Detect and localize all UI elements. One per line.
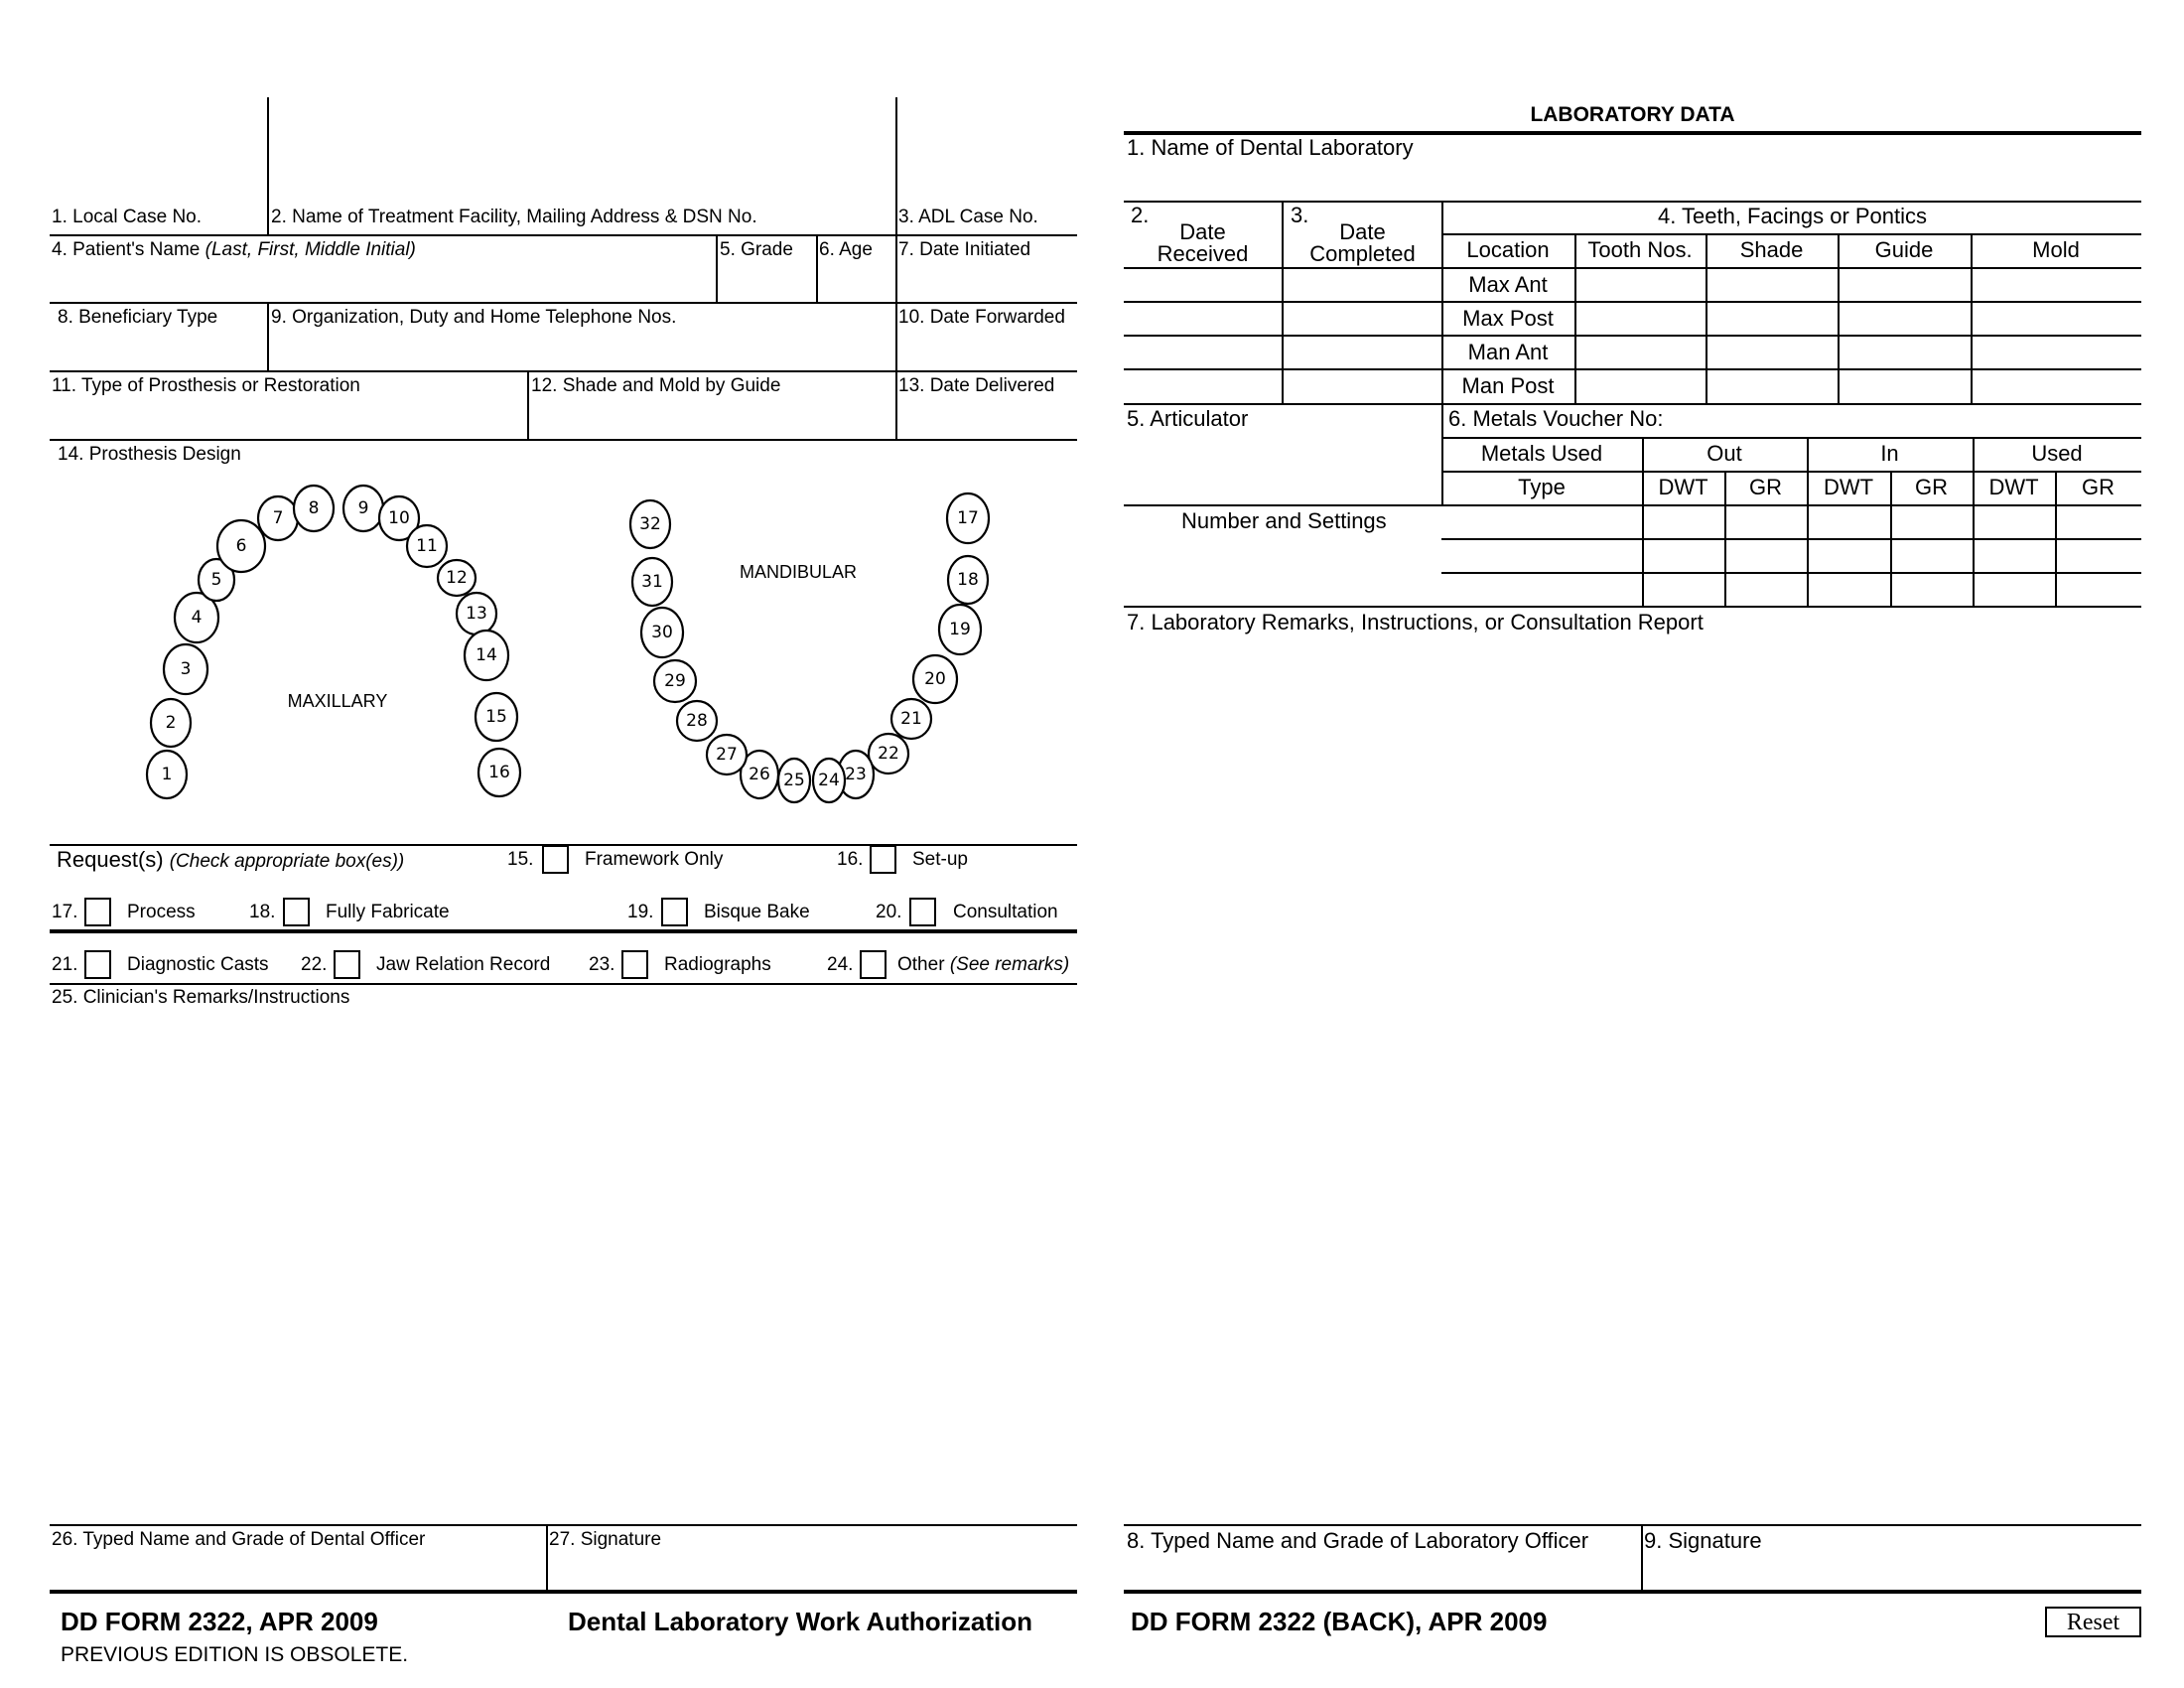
- age-label: 6. Age: [819, 239, 873, 260]
- rule: [1441, 233, 2141, 235]
- metals-data-cell[interactable]: [1443, 506, 1642, 538]
- jaw-relation-record-label: Jaw Relation Record: [376, 954, 551, 975]
- tooth-number: 29: [664, 671, 686, 691]
- radiographs-label: Radiographs: [664, 954, 771, 975]
- teeth-data-cell[interactable]: [1840, 337, 1971, 368]
- beneficiary-type-label: 8. Beneficiary Type: [58, 307, 218, 328]
- teeth-data-cell[interactable]: [1576, 269, 1706, 301]
- bisque-bake-label: Bisque Bake: [704, 902, 810, 922]
- organization-field[interactable]: [269, 330, 894, 369]
- metals-data-cell[interactable]: [1726, 574, 1807, 606]
- dental-chart: [0, 457, 1077, 834]
- date-completed-number: 3.: [1291, 203, 1309, 227]
- metals-data-cell[interactable]: [1809, 506, 1890, 538]
- tooth-number: 21: [900, 709, 922, 729]
- lab-officer-signature-field[interactable]: [1643, 1555, 2141, 1590]
- metals-data-cell[interactable]: [2057, 506, 2141, 538]
- date-received-cell[interactable]: [1124, 337, 1281, 368]
- age-field[interactable]: [818, 262, 894, 302]
- tooth-number: 7: [272, 508, 284, 528]
- articulator-field[interactable]: [1124, 433, 1439, 504]
- diagnostic-casts-label: Diagnostic Casts: [127, 954, 269, 975]
- metals-sub-header: GR: [1749, 475, 1782, 499]
- tooth-number: 17: [957, 508, 979, 528]
- tooth-number: 15: [485, 707, 507, 727]
- teeth-data-cell[interactable]: [1576, 370, 1706, 403]
- obsolete-notice: PREVIOUS EDITION IS OBSOLETE.: [61, 1643, 409, 1666]
- tooth-number: 26: [749, 765, 770, 784]
- process-label: Process: [127, 902, 196, 922]
- grade-label: 5. Grade: [720, 239, 793, 260]
- rule: [50, 1524, 1077, 1526]
- other-label-text: Other: [897, 954, 945, 975]
- date-completed-cell[interactable]: [1284, 370, 1440, 403]
- teeth-data-cell[interactable]: [1707, 370, 1838, 403]
- tooth-number: 12: [446, 568, 468, 588]
- date-initiated-field[interactable]: [897, 262, 1076, 302]
- metals-used-header: Metals Used: [1480, 441, 1603, 466]
- metals-group-header: Used: [2031, 441, 2083, 466]
- metals-data-cell[interactable]: [2057, 540, 2141, 572]
- requests-label: [57, 847, 404, 875]
- number-settings-label: Number and Settings: [1181, 508, 1387, 533]
- tooth-number: 6: [235, 536, 247, 556]
- tooth-number: 18: [957, 570, 979, 590]
- mandibular-arch: [630, 493, 989, 802]
- dental-officer-field[interactable]: [50, 1552, 545, 1590]
- lab-remarks-field[interactable]: [1124, 637, 2141, 1519]
- date-received-cell[interactable]: [1124, 303, 1281, 335]
- date-delivered-field[interactable]: [897, 398, 1076, 438]
- other-checkbox[interactable]: [860, 950, 887, 979]
- metals-sub-header: DWT: [1988, 475, 2039, 499]
- request-18-number: 18.: [249, 902, 276, 922]
- consultation-checkbox[interactable]: [909, 898, 936, 926]
- tooth-number: 31: [641, 572, 663, 592]
- patient-name-field[interactable]: [50, 262, 715, 302]
- set-up-label: Set-up: [912, 849, 968, 870]
- lab-officer-field[interactable]: [1124, 1555, 1640, 1590]
- location-cell: Max Ant: [1468, 272, 1548, 297]
- adl-case-no-label: 3. ADL Case No.: [898, 207, 1038, 227]
- diagnostic-casts-checkbox[interactable]: [84, 950, 111, 979]
- prosthesis-design-label: 14. Prosthesis Design: [58, 444, 241, 465]
- requests-label-text: Request(s): [57, 847, 164, 872]
- tooth-number: 13: [466, 604, 487, 624]
- teeth-data-cell[interactable]: [1973, 337, 2141, 368]
- lab-remarks-label: 7. Laboratory Remarks, Instructions, or Consultation Report: [1127, 610, 1704, 634]
- tooth-number: 3: [180, 659, 192, 679]
- tooth-number: 2: [165, 713, 177, 733]
- consultation-label: Consultation: [953, 902, 1058, 922]
- date-completed-header: Date Completed: [1309, 219, 1416, 266]
- rule: [50, 1590, 1077, 1594]
- tooth-number: 30: [651, 623, 673, 642]
- rule: [1441, 437, 2141, 439]
- articulator-label: 5. Articulator: [1127, 406, 1249, 431]
- back-form-id: DD FORM 2322 (BACK), APR 2009: [1131, 1607, 1548, 1636]
- metals-data-cell[interactable]: [1809, 574, 1890, 606]
- date-completed-cell[interactable]: [1284, 269, 1440, 301]
- rule: [50, 234, 1077, 236]
- teeth-data-cell[interactable]: [1973, 269, 2141, 301]
- rule: [50, 302, 1077, 304]
- tooth-number: 11: [416, 536, 438, 556]
- rule: [1124, 1524, 2141, 1526]
- teeth-data-cell[interactable]: [1973, 370, 2141, 403]
- request-19-number: 19.: [627, 902, 654, 922]
- rule: [50, 370, 1077, 372]
- other-hint: (See remarks): [949, 954, 1070, 975]
- rule: [1124, 1590, 2141, 1594]
- metals-group-header: In: [1880, 441, 1899, 466]
- shade-mold-label: 12. Shade and Mold by Guide: [531, 375, 781, 396]
- requests-hint: (Check appropriate box(es)): [169, 851, 405, 872]
- metals-voucher-label: 6. Metals Voucher No:: [1448, 406, 1664, 431]
- metals-sub-header: GR: [1915, 475, 1948, 499]
- shade-mold-field[interactable]: [529, 398, 894, 438]
- metals-data-cell[interactable]: [1892, 540, 1973, 572]
- tooth-number: 4: [191, 608, 203, 628]
- date-forwarded-label: 10. Date Forwarded: [898, 307, 1065, 328]
- tooth-number: 1: [161, 765, 173, 784]
- location-cell: Man Ant: [1467, 340, 1549, 364]
- metals-data-cell[interactable]: [1726, 540, 1807, 572]
- date-completed-cell[interactable]: [1284, 337, 1440, 368]
- request-22-number: 22.: [301, 954, 328, 975]
- fully-fabricate-label: Fully Fabricate: [326, 902, 450, 922]
- fully-fabricate-checkbox[interactable]: [283, 898, 310, 926]
- metals-type-header: Type: [1518, 475, 1566, 499]
- metals-data-cell[interactable]: [1975, 540, 2055, 572]
- metals-group-header: Out: [1706, 441, 1742, 466]
- rule: [1441, 471, 2141, 473]
- rule: [1124, 201, 2141, 203]
- location-cell: Max Post: [1462, 306, 1554, 331]
- date-initiated-label: 7. Date Initiated: [898, 239, 1031, 260]
- request-15-number: 15.: [507, 849, 534, 870]
- teeth-data-cell[interactable]: [1707, 269, 1838, 301]
- grade-field[interactable]: [718, 262, 815, 302]
- request-20-number: 20.: [876, 902, 902, 922]
- prosthesis-type-field[interactable]: [50, 398, 526, 438]
- date-completed-cell[interactable]: [1284, 303, 1440, 335]
- date-delivered-label: 13. Date Delivered: [898, 375, 1055, 396]
- treatment-facility-label: 2. Name of Treatment Facility, Mailing Address & DSN No.: [271, 207, 757, 227]
- tooth-number: 24: [818, 771, 840, 790]
- number-settings-field[interactable]: [1124, 536, 1439, 606]
- tooth-number: 27: [716, 745, 738, 765]
- radiographs-checkbox[interactable]: [621, 950, 648, 979]
- teeth-data-cell[interactable]: [1576, 303, 1706, 335]
- teeth-data-cell[interactable]: [1707, 337, 1838, 368]
- tooth-number: 16: [488, 763, 510, 782]
- tooth-number: 14: [476, 645, 497, 665]
- metals-data-cell[interactable]: [1443, 574, 1642, 606]
- lab-signature-label: 9. Signature: [1644, 1528, 1762, 1553]
- teeth-data-cell[interactable]: [1840, 303, 1971, 335]
- mandibular-label: MANDIBULAR: [739, 562, 858, 582]
- set-up-checkbox[interactable]: [870, 845, 896, 874]
- metals-data-cell[interactable]: [1975, 574, 2055, 606]
- metals-data-cell[interactable]: [2057, 574, 2141, 606]
- signature-label: 27. Signature: [549, 1529, 662, 1550]
- rule: [50, 929, 1077, 933]
- rule: [1124, 606, 2141, 608]
- metals-data-cell[interactable]: [1892, 574, 1973, 606]
- reset-button[interactable]: Reset: [2045, 1607, 2141, 1637]
- metals-data-cell[interactable]: [1644, 574, 1724, 606]
- request-17-number: 17.: [52, 902, 78, 922]
- teeth-data-cell[interactable]: [1707, 303, 1838, 335]
- tooth-number: 23: [845, 765, 867, 784]
- teeth-data-cell[interactable]: [1840, 370, 1971, 403]
- patient-name-label: [52, 239, 416, 261]
- date-forwarded-field[interactable]: [897, 330, 1076, 369]
- process-checkbox[interactable]: [84, 898, 111, 926]
- rule: [50, 439, 1077, 441]
- laboratory-data-heading: LABORATORY DATA: [1530, 103, 1735, 126]
- tooth-number: 28: [686, 711, 708, 731]
- metals-sub-header: DWT: [1658, 475, 1708, 499]
- beneficiary-type-field[interactable]: [50, 330, 266, 369]
- request-24-number: 24.: [827, 954, 854, 975]
- date-received-number: 2.: [1131, 203, 1150, 227]
- lab-name-label: 1. Name of Dental Laboratory: [1127, 135, 1414, 160]
- framework-only-checkbox[interactable]: [542, 845, 569, 874]
- bisque-bake-checkbox[interactable]: [661, 898, 688, 926]
- metals-data-cell[interactable]: [1644, 506, 1724, 538]
- rule: [1124, 403, 2141, 405]
- maxillary-arch: [147, 486, 520, 798]
- metals-data-cell[interactable]: [1726, 506, 1807, 538]
- prosthesis-type-label: 11. Type of Prosthesis or Restoration: [52, 375, 360, 396]
- dental-officer-label: 26. Typed Name and Grade of Dental Officer: [52, 1529, 426, 1550]
- jaw-relation-record-checkbox[interactable]: [334, 950, 360, 979]
- lab-officer-label: 8. Typed Name and Grade of Laboratory Officer: [1127, 1528, 1589, 1553]
- form-id: DD FORM 2322, APR 2009: [61, 1607, 378, 1636]
- metals-sub-header: DWT: [1823, 475, 1874, 499]
- metals-data-cell[interactable]: [1975, 506, 2055, 538]
- metals-sub-header: GR: [2082, 475, 2115, 499]
- request-23-number: 23.: [589, 954, 615, 975]
- teeth-col-header: Location: [1466, 237, 1550, 262]
- metals-data-cell[interactable]: [1809, 540, 1890, 572]
- clinician-remarks-label: 25. Clinician's Remarks/Instructions: [52, 987, 350, 1008]
- tooth-number: 9: [357, 498, 369, 518]
- tooth-number: 19: [949, 620, 971, 639]
- tooth-number: 8: [308, 498, 320, 518]
- tooth-number: 25: [783, 771, 805, 790]
- tooth-number: 32: [639, 514, 661, 534]
- tooth-number: 22: [878, 744, 899, 764]
- form-title: Dental Laboratory Work Authorization: [568, 1607, 1033, 1636]
- date-received-cell[interactable]: [1124, 370, 1281, 403]
- metals-data-cell[interactable]: [1892, 506, 1973, 538]
- patient-name-label-text: 4. Patient's Name: [52, 239, 201, 260]
- local-case-no-label: 1. Local Case No.: [52, 207, 203, 227]
- dental-officer-signature-field[interactable]: [548, 1552, 1077, 1590]
- teeth-facings-header: 4. Teeth, Facings or Pontics: [1657, 204, 1928, 228]
- date-received-cell[interactable]: [1124, 269, 1281, 301]
- request-16-number: 16.: [837, 849, 864, 870]
- other-label: [897, 954, 1069, 976]
- patient-name-hint: (Last, First, Middle Initial): [205, 239, 416, 260]
- tooth-number: 20: [924, 669, 946, 689]
- date-received-header: Date Received: [1157, 219, 1249, 266]
- request-21-number: 21.: [52, 954, 78, 975]
- organization-label: 9. Organization, Duty and Home Telephone Nos.: [271, 307, 677, 328]
- teeth-col-header: Guide: [1874, 237, 1934, 262]
- teeth-data-cell[interactable]: [1576, 337, 1706, 368]
- teeth-data-cell[interactable]: [1840, 269, 1971, 301]
- lab-name-field[interactable]: [1124, 163, 2141, 201]
- clinician-remarks-field[interactable]: [50, 1011, 1077, 1519]
- tooth-number: 10: [388, 508, 410, 528]
- framework-only-label: Framework Only: [585, 849, 724, 870]
- metals-data-cell[interactable]: [1443, 540, 1642, 572]
- tooth-number: 5: [210, 570, 222, 590]
- maxillary-label: MAXILLARY: [287, 691, 388, 711]
- teeth-col-header: Tooth Nos.: [1587, 237, 1693, 262]
- teeth-data-cell[interactable]: [1973, 303, 2141, 335]
- rule: [50, 983, 1077, 985]
- location-cell: Man Post: [1461, 373, 1555, 398]
- metals-data-cell[interactable]: [1644, 540, 1724, 572]
- teeth-col-header: Mold: [2032, 237, 2080, 262]
- teeth-col-header: Shade: [1739, 237, 1804, 262]
